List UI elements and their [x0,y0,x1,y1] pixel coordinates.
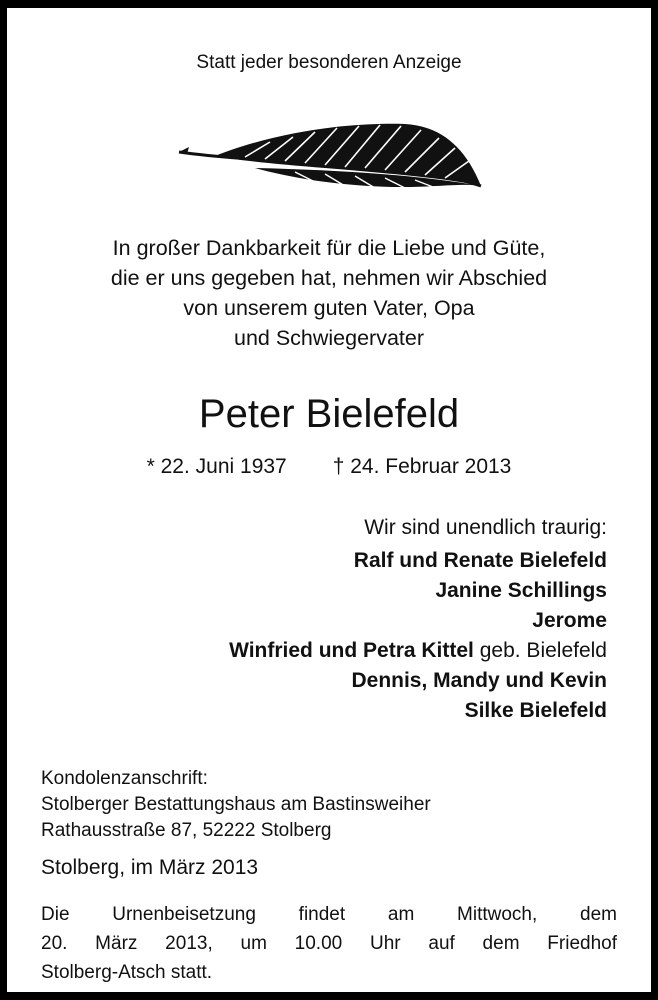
notice-line: Die Urnenbeisetzung findet am Mittwoch, dem [41,904,617,925]
notice-line: Stolberg-Atsch statt. [41,962,213,983]
obituary-card [7,8,651,992]
intro-line: die er uns gegeben hat, nehmen wir Abschied [110,266,548,290]
family-member: Dennis, Mandy und Kevin [351,669,607,692]
family-member: Ralf und Renate Bielefeld [353,549,607,572]
family-member: Janine Schillings [435,579,607,602]
death-date: † 24. Februar 2013 [332,455,512,478]
family-note: geb. Bielefeld [473,639,607,662]
life-dates [7,455,651,479]
burial-notice [41,900,617,987]
header-text: Statt jeder besonderen Anzeige [196,52,462,73]
deceased-name: Peter Bielefeld [198,392,460,436]
notice-line: 20. März 2013, um 10.00 Uhr auf dem Friedhof [41,933,617,954]
place-date: Stolberg, im März 2013 [41,856,259,879]
feather-icon [175,116,485,196]
intro-line: und Schwiegervater [233,326,425,350]
intro-line: von unserem guten Vater, Opa [183,296,475,320]
intro-line: In großer Dankbarkeit für die Liebe und Güte, [112,236,546,260]
family-member: Winfried und Petra Kittel geb. Bielefeld [229,639,607,662]
condolence-address: Stolberger Bestattungshaus am Bastinsweiher [41,794,431,815]
family-member: Silke Bielefeld [464,699,607,722]
mourning-line: Wir sind unendlich traurig: [364,516,607,539]
family-member: Jerome [532,609,607,632]
condolence-label: Kondolenzanschrift: [41,768,208,789]
condolence-address: Rathausstraße 87, 52222 Stolberg [41,820,332,841]
birth-date: * 22. Juni 1937 [146,455,287,478]
